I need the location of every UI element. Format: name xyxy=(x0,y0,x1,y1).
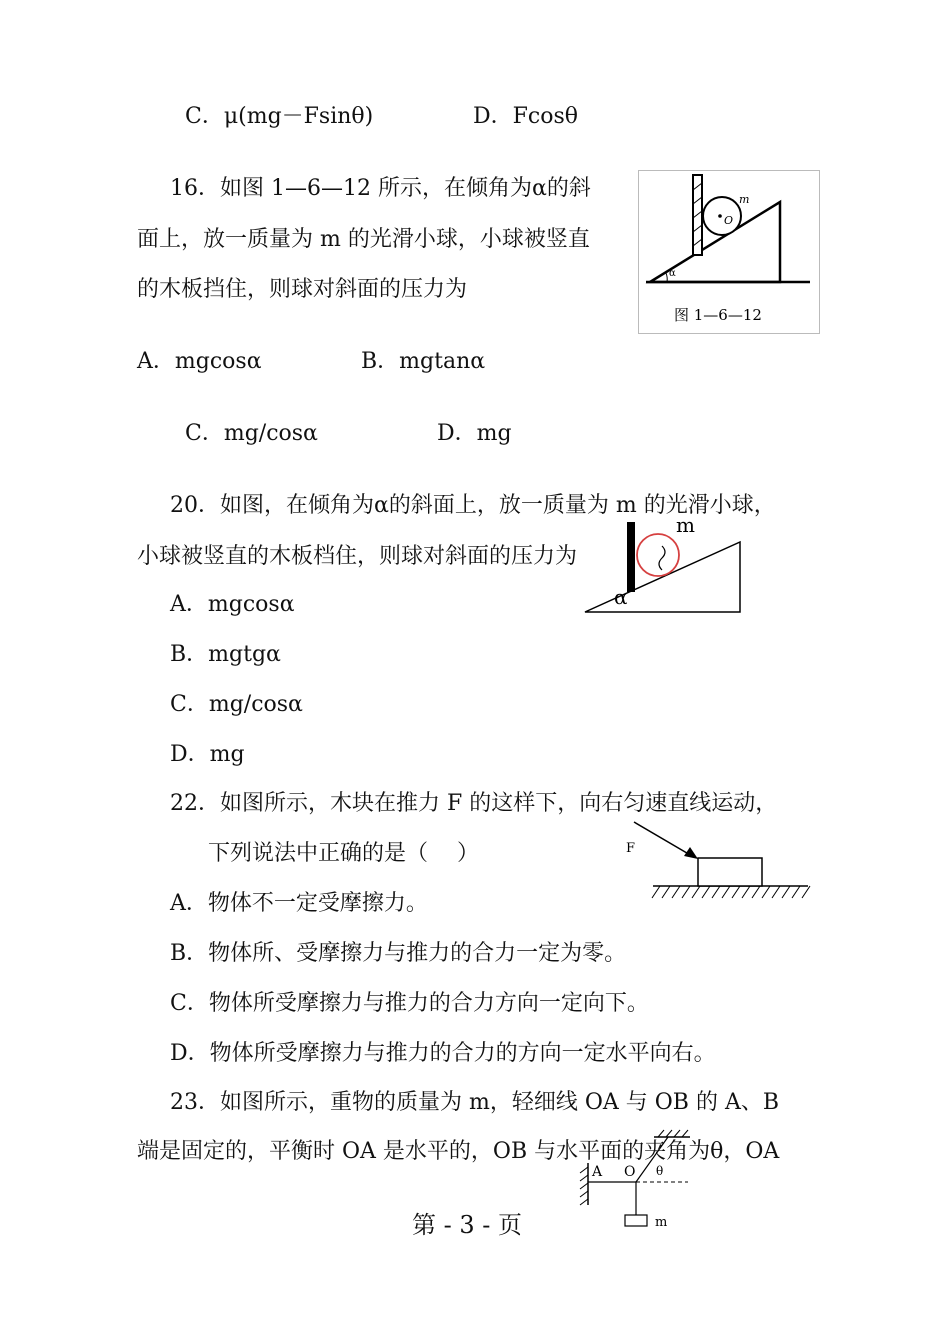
q23-stem-line1: 23．如图所示，重物的质量为 m，轻细线 OA 与 OB 的 A、B xyxy=(170,1090,779,1115)
page-number: 第 - 3 - 页 xyxy=(412,1211,523,1239)
q16-option-c: C．mg/cosα xyxy=(185,421,318,446)
q20-option-d: D．mg xyxy=(170,742,245,767)
q15-option-d: D．Fcosθ xyxy=(473,104,579,129)
q22-option-c: C．物体所受摩擦力与推力的合力方向一定向下。 xyxy=(170,991,649,1016)
q16-label-alpha: α xyxy=(669,268,676,279)
q22-figure xyxy=(620,818,815,908)
q23-label-a: A xyxy=(592,1164,603,1180)
q20-incline xyxy=(585,542,740,612)
q16-label-m: m xyxy=(739,193,750,206)
q16-stem-line3: 的木板挡住，则球对斜面的压力为 xyxy=(137,277,468,302)
q22-force-arrow xyxy=(634,822,692,856)
q20-label-m: m xyxy=(676,513,695,537)
q22-label-f: F xyxy=(626,841,636,856)
q16-option-a: A．mgcosα xyxy=(137,349,262,374)
q22-option-a: A．物体不一定受摩擦力。 xyxy=(170,891,428,916)
q23-label-o: O xyxy=(624,1164,636,1180)
q22-option-d: D．物体所受摩擦力与推力的合力的方向一定水平向右。 xyxy=(170,1041,716,1066)
q16-label-o: O xyxy=(724,214,734,227)
q22-block xyxy=(698,858,762,886)
q23-wall-hatch xyxy=(580,1167,588,1205)
q23-stem-line2: 端是固定的，平衡时 OA 是水平的，OB 与水平面的夹角为θ，OA xyxy=(137,1139,780,1164)
q20-option-b: B．mgtgα xyxy=(170,642,281,667)
q23-label-theta: θ xyxy=(656,1164,664,1178)
q22-ground-hatch xyxy=(652,886,810,898)
q16-ball xyxy=(703,197,741,235)
q16-ball-center xyxy=(718,214,722,218)
q16-figure-caption: 图 1—6—12 xyxy=(674,306,762,324)
q16-figure xyxy=(638,170,820,334)
q16-stem-line1: 16．如图 1—6—12 所示，在倾角为α的斜 xyxy=(170,176,591,201)
q22-option-b: B．物体所、受摩擦力与推力的合力一定为零。 xyxy=(170,941,627,966)
q22-stem-line2: 下列说法中正确的是（ ） xyxy=(208,841,479,866)
q20-figure xyxy=(580,512,750,616)
q23-figure xyxy=(570,1125,700,1240)
q23-label-m: m xyxy=(655,1215,668,1230)
q16-option-d: D．mg xyxy=(437,421,512,446)
q16-stem-line2: 面上，放一质量为 m 的光滑小球，小球被竖直 xyxy=(137,227,590,252)
q20-label-alpha: α xyxy=(614,585,628,609)
q20-option-a: A．mgcosα xyxy=(170,592,295,617)
q20-stem-line2: 小球被竖直的木板档住，则球对斜面的压力为 xyxy=(137,544,578,569)
q20-stem-line1: 20．如图，在倾角为α的斜面上，放一质量为 m 的光滑小球， xyxy=(170,493,776,518)
q23-ceiling-hatch xyxy=(658,1130,688,1137)
q20-ball xyxy=(637,534,679,576)
q20-board xyxy=(627,522,635,592)
q22-arrow-head xyxy=(684,847,698,859)
q16-option-b: B．mgtanα xyxy=(361,349,486,374)
q22-stem-line1: 22．如图所示，木块在推力 F 的这样下，向右匀速直线运动， xyxy=(170,791,778,816)
q15-option-c: C．μ(mg－Fsinθ) xyxy=(185,104,374,129)
q23-weight xyxy=(625,1215,647,1226)
q20-option-c: C．mg/cosα xyxy=(170,692,303,717)
